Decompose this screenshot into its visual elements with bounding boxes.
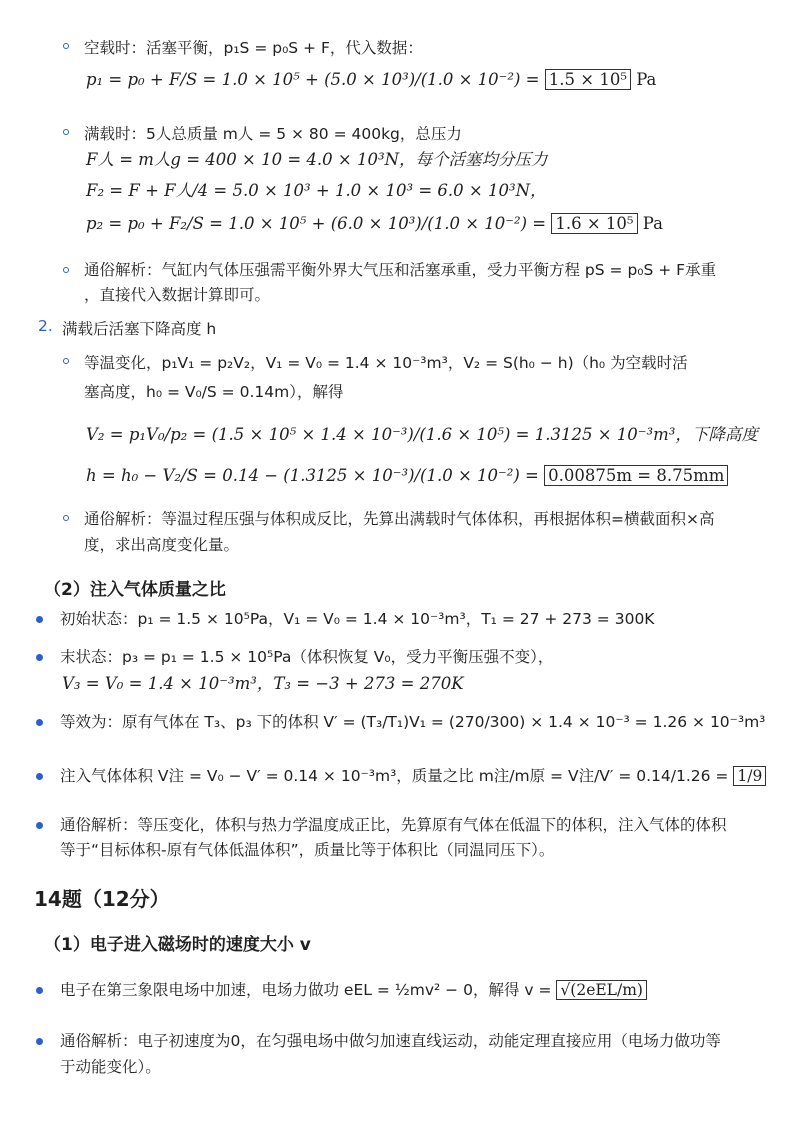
height-result-box: 0.00875m = 8.75mm <box>544 465 728 486</box>
question-14-title: 14题（12分） <box>34 887 170 911</box>
velocity-result-box: √(2eEL/m) <box>556 980 647 1000</box>
q14-explanation-line1: 通俗解析：电子初速度为0，在匀强电场中做匀加速直线运动，动能定理直接应用（电场力做功等 <box>60 1032 721 1050</box>
bullet-icon <box>36 1038 43 1045</box>
part2-title: 满载后活塞下降高度 h <box>62 320 217 338</box>
empty-load-intro: 空载时：活塞平衡，p₁S = p₀S + F，代入数据： <box>84 39 423 57</box>
final-state: 末状态：p₃ = p₁ = 1.5 × 10⁵Pa（体积恢复 V₀，受力平衡压强不变）， <box>60 648 554 666</box>
bullet-icon <box>36 719 43 726</box>
hollow-bullet-icon <box>63 43 69 49</box>
bullet-icon <box>36 654 43 661</box>
hollow-bullet-icon <box>63 358 69 364</box>
part1-explanation-line2: ，直接代入数据计算即可。 <box>84 286 271 304</box>
section2-title: （2）注入气体质量之比 <box>44 580 226 600</box>
injected-volume-text: 注入气体体积 V注 = V₀ − V′ = 0.14 × 10⁻³m³，质量之比 m注/m原 = V注/V′ = 0.14/1.26 = <box>60 767 729 785</box>
isothermal-volume-formula: V₂ = p₁V₀/p₂ = (1.5 × 10⁵ × 1.4 × 10⁻³)/(1.6 × 10⁵) = 1.3125 × 10⁻³m³，下降高度 <box>86 425 758 444</box>
injected-volume <box>60 764 766 786</box>
bullet-icon <box>36 822 43 829</box>
full-load-piston-force: F₂ = F + F人/4 = 5.0 × 10³ + 1.0 × 10³ = 6.0 × 10³N， <box>86 181 547 200</box>
part2-number: 2. <box>38 317 53 335</box>
bullet-icon <box>36 987 43 994</box>
q14-explanation-line2: 于动能变化）。 <box>60 1058 161 1076</box>
part2-explanation-line1: 通俗解析：等温过程压强与体积成反比，先算出满载时气体体积，再根据体积=横截面积×高 <box>84 510 715 528</box>
part2-explanation-line2: 度，求出高度变化量。 <box>84 536 240 554</box>
empty-load-result-box: 1.5 × 10⁵ <box>545 69 631 90</box>
empty-load-formula <box>86 70 656 89</box>
section2-explanation-line2: 等于“目标体积-原有气体低温体积”，质量比等于体积比（同温同压下）。 <box>60 841 555 859</box>
full-load-result-box: 1.6 × 10⁵ <box>551 213 637 234</box>
full-load-unit: Pa <box>642 214 663 233</box>
isothermal-height-formula <box>86 466 728 485</box>
isothermal-line2: 塞高度，h₀ = V₀/S = 0.14m），解得 <box>84 383 344 401</box>
full-load-pressure <box>86 214 663 233</box>
isothermal-line1: 等温变化，p₁V₁ = p₂V₂，V₁ = V₀ = 1.4 × 10⁻³m³，V₂ = S(h₀ − h)（h₀ 为空载时活 <box>84 354 688 372</box>
final-state-volume: V₃ = V₀ = 1.4 × 10⁻³m³，T₃ = −3 + 273 = 270K <box>62 674 464 693</box>
initial-state: 初始状态：p₁ = 1.5 × 10⁵Pa，V₁ = V₀ = 1.4 × 10⁻³m³，T₁ = 27 + 273 = 300K <box>60 610 655 628</box>
bullet-icon <box>36 773 43 780</box>
empty-load-formula-text: p₁ = p₀ + F/S = 1.0 × 10⁵ + (5.0 × 10³)/(1.0 × 10⁻²) = <box>86 70 540 89</box>
mass-ratio-box: 1/9 <box>733 766 766 786</box>
full-load-intro: 满载时：5人总质量 m人 = 5 × 80 = 400kg，总压力 <box>84 125 462 143</box>
isothermal-height-text: h = h₀ − V₂/S = 0.14 − (1.3125 × 10⁻³)/(1.0 × 10⁻²) = <box>86 466 539 485</box>
q14-sub1-title: （1）电子进入磁场时的速度大小 v <box>44 935 311 955</box>
hollow-bullet-icon <box>63 267 69 273</box>
electron-acceleration <box>60 978 647 1000</box>
bullet-icon <box>36 616 43 623</box>
section2-explanation-line1: 通俗解析：等压变化，体积与热力学温度成正比，先算原有气体在低温下的体积，注入气体的体积 <box>60 816 727 834</box>
electron-acceleration-text: 电子在第三象限电场中加速，电场力做功 eEL = ½mv² − 0，解得 v = <box>60 981 552 999</box>
empty-load-unit: Pa <box>636 70 657 89</box>
full-load-total-force: F人 = m人g = 400 × 10 = 4.0 × 10³N，每个活塞均分压力 <box>86 150 548 169</box>
part1-explanation-line1: 通俗解析：气缸内气体压强需平衡外界大气压和活塞承重，受力平衡方程 pS = p₀S + F承重 <box>84 261 717 279</box>
hollow-bullet-icon <box>63 129 69 135</box>
full-load-pressure-text: p₂ = p₀ + F₂/S = 1.0 × 10⁵ + (6.0 × 10³)/(1.0 × 10⁻²) = <box>86 214 547 233</box>
hollow-bullet-icon <box>63 515 69 521</box>
equivalent-volume: 等效为：原有气体在 T₃、p₃ 下的体积 V′ = (T₃/T₁)V₁ = (270/300) × 1.4 × 10⁻³ = 1.26 × 10⁻³m³ <box>60 713 766 731</box>
